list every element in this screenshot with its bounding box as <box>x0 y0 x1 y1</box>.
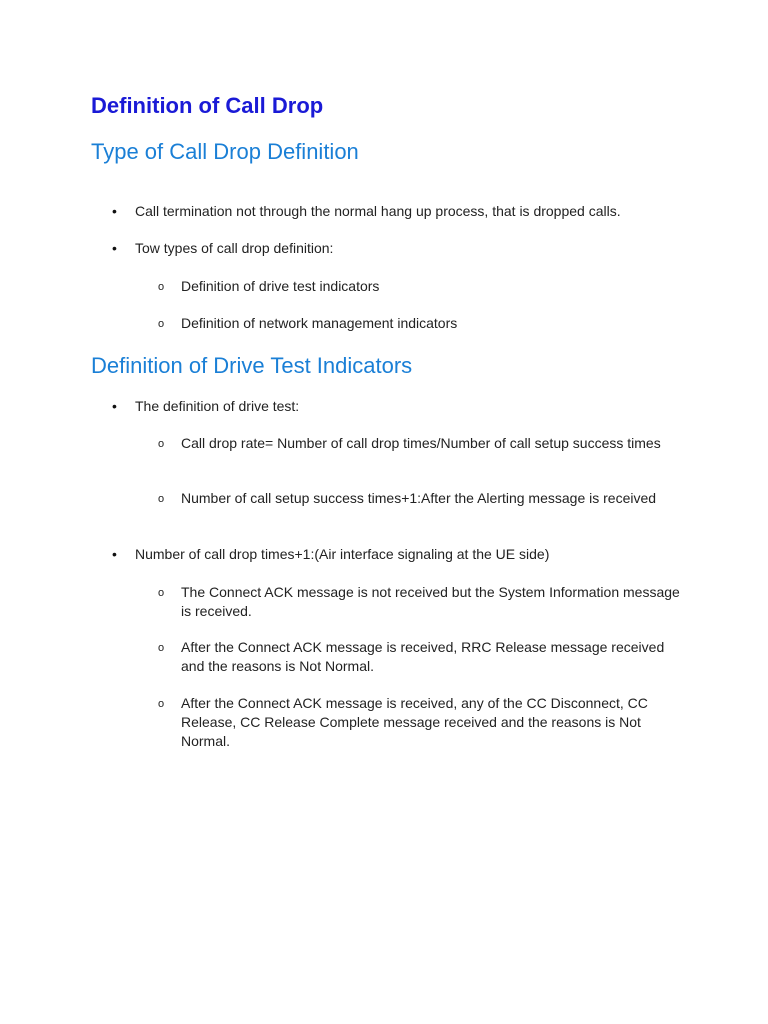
sub-item-rrc-release: o After the Connect ACK message is received, RRC Release message received and the reasons is Not Normal. <box>181 638 681 676</box>
sub-item-drive-test-indicators: o Definition of drive test indicators <box>181 277 681 296</box>
sub-item-cc-disconnect: o After the Connect ACK message is received, any of the CC Disconnect, CC Release, CC Release Complete message received and the reasons is Not Normal. <box>181 694 681 751</box>
document-title: Definition of Call Drop <box>91 93 324 118</box>
sub-item-call-setup-success: o Number of call setup success times+1:After the Alerting message is received <box>181 489 681 508</box>
sub-item-network-management-indicators: o Definition of network management indicators <box>181 314 681 333</box>
sub-item-call-drop-rate: o Call drop rate= Number of call drop times/Number of call setup success times <box>181 434 681 453</box>
section-heading-type-of-call-drop: Type of Call Drop Definition <box>91 139 359 164</box>
bullet-two-types: • Tow types of call drop definition: <box>135 239 695 258</box>
section-heading-drive-test-indicators: Definition of Drive Test Indicators <box>91 353 413 378</box>
sub-item-connect-ack-not-received: o The Connect ACK message is not received but the System Information message is received. <box>181 583 681 621</box>
bullet-call-drop-times: • Number of call drop times+1:(Air interface signaling at the UE side) <box>135 545 695 564</box>
bullet-call-termination: • Call termination not through the normal hang up process, that is dropped calls. <box>135 202 695 221</box>
bullet-definition-of-drive-test: • The definition of drive test: <box>135 397 695 416</box>
